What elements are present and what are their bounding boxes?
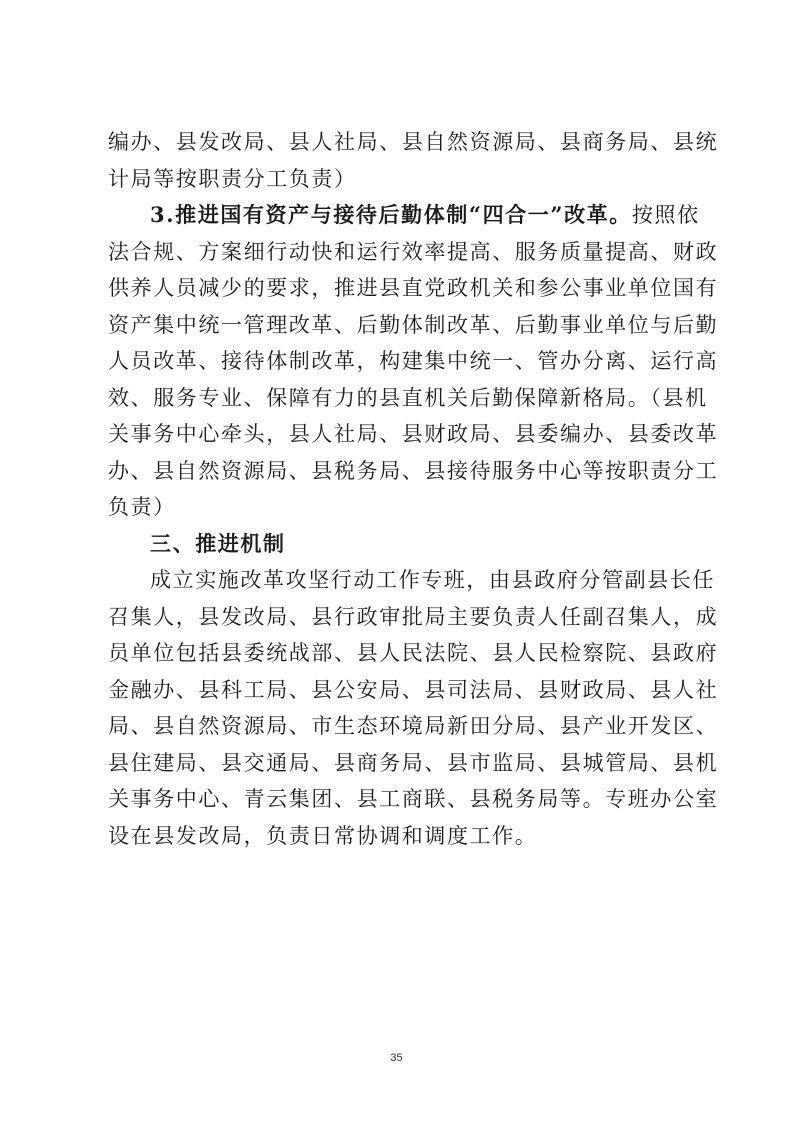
document-body [108,124,719,854]
text-line: 供养人员减少的要求，推进县直党政机关和参公事业单位国有 [108,276,719,300]
text-line: 办、县自然资源局、县税务局、县接待服务中心等按职责分工 [108,458,719,483]
text-line: 编办、县发改局、县人社局、县自然资源局、县商务局、县统 [108,130,719,154]
text-line: 成立实施改革攻坚行动工作专班，由县政府分管副县长任 [150,568,715,592]
section-heading: 三、推进机制 [150,531,286,556]
text-line: 效、服务专业、保障有力的县直机关后勤保障新格局。（县机 [108,385,708,410]
page-number: 35 [390,1052,403,1064]
section-item-3 [108,197,698,233]
text-line: 金融办、县科工局、县公安局、县司法局、县财政局、县人社 [108,677,719,702]
text-line: 人员改革、接待体制改革，构建集中统一、管办分离、运行高 [108,349,719,373]
text-line: 召集人，县发改局、县行政审批局主要负责人任副召集人，成 [108,604,719,629]
text-line: 员单位包括县委统战部、县人民法院、县人民检察院、县政府 [108,641,719,665]
text-line: 关事务中心、青云集团、县工商联、县税务局等。专班办公室 [108,787,719,811]
item-title: 3.推进国有资产与接待后勤体制“四合一”改革。 [150,202,632,227]
text-line: 关事务中心牵头，县人社局、县财政局、县委编办、县委改革 [108,422,719,446]
text-line: 设在县发改局，负责日常协调和调度工作。 [108,823,538,848]
text-line: 法合规、方案细行动快和运行效率提高、服务质量提高、财政 [108,239,719,264]
text-line: 负责） [108,495,176,519]
item-text: 按照依 [631,203,700,227]
text-line: 计局等按职责分工负责） [108,166,357,191]
text-line: 局、县自然资源局、市生态环境局新田分局、县产业开发区、 [108,714,719,738]
text-line: 县住建局、县交通局、县商务局、县市监局、县城管局、县机 [108,750,719,775]
text-line: 资产集中统一管理改革、后勤体制改革、后勤事业单位与后勤 [108,312,719,337]
